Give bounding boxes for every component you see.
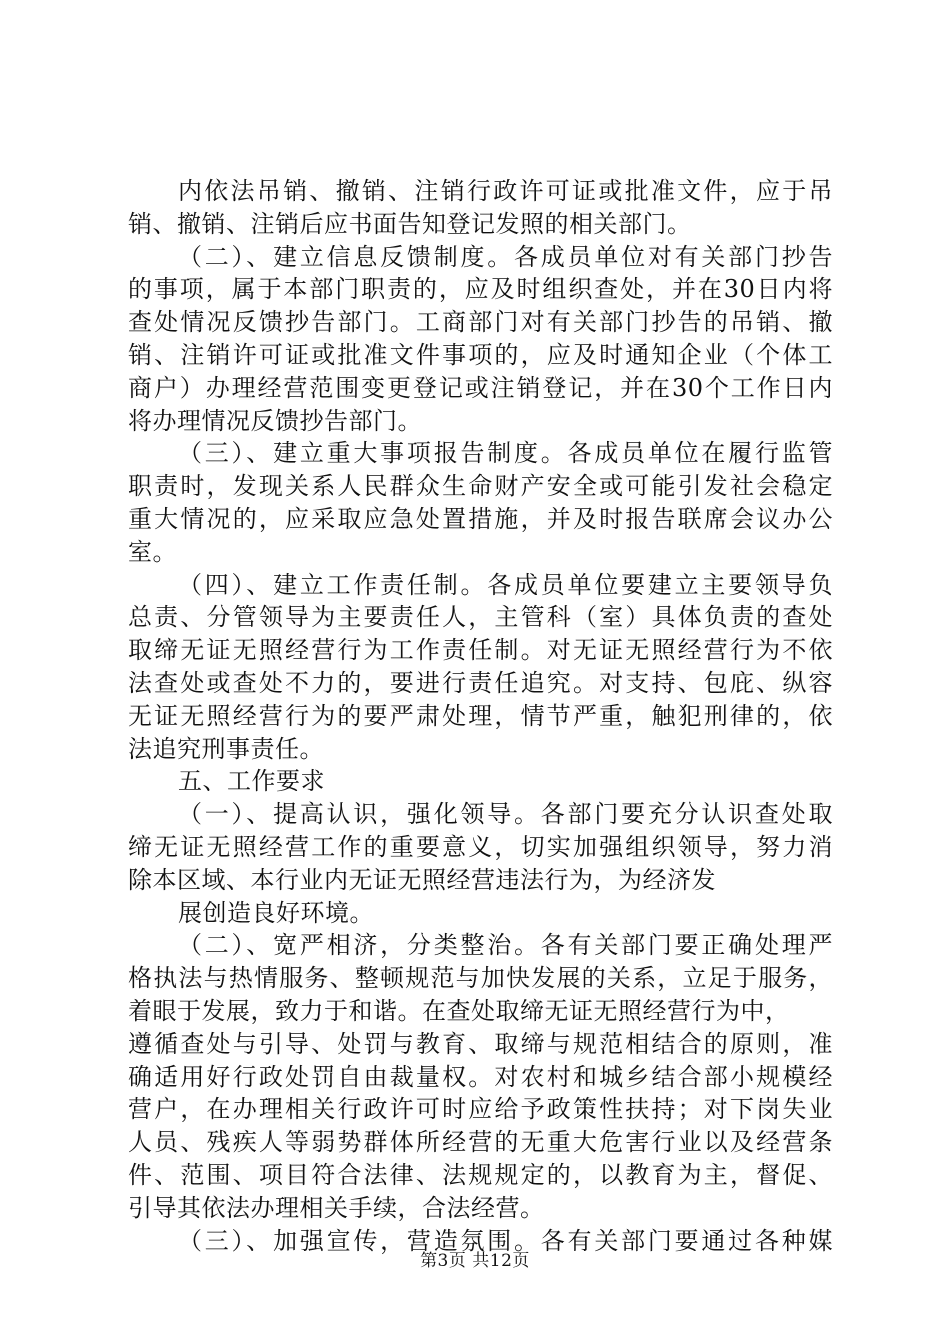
text-line: 人员、残疾人等弱势群体所经营的无重大危害行业以及经营条 — [128, 1128, 833, 1157]
text-line: 除本区域、本行业内无证无照经营违法行为，为经济发 — [128, 865, 716, 894]
text-line: 着眼于发展，致力于和谐。在查处取缔无证无照经营行为中， — [128, 996, 790, 1025]
text-line: （三）、建立重大事项报告制度。各成员单位在履行监管 — [178, 439, 833, 468]
text-line: 展创造良好环境。 — [178, 898, 374, 927]
text-line: 无证无照经营行为的要严肃处理，情节严重，触犯刑律的，依 — [128, 701, 833, 730]
text-line: 确适用好行政处罚自由裁量权。对农村和城乡结合部小规模经 — [128, 1062, 833, 1091]
text-line: （四）、建立工作责任制。各成员单位要建立主要领导负 — [178, 570, 833, 599]
text-line: （一）、提高认识，强化领导。各部门要充分认识查处取 — [178, 800, 833, 829]
text-line: 遵循查处与引导、处罚与教育、取缔与规范相结合的原则，准 — [128, 1029, 833, 1058]
text-line: 引导其依法办理相关手续，合法经营。 — [128, 1193, 545, 1222]
text-line: 职责时，发现关系人民群众生命财产安全或可能引发社会稳定 — [128, 472, 833, 501]
text-line: 查处情况反馈抄告部门。工商部门对有关部门抄告的吊销、撤 — [128, 308, 833, 337]
text-line: 商户）办理经营范围变更登记或注销登记，并在30个工作日内 — [128, 373, 833, 402]
text-line: 五、工作要求 — [178, 767, 325, 796]
text-line: 件、范围、项目符合法律、法规规定的，以教育为主，督促、 — [128, 1160, 833, 1189]
text-line: 室。 — [128, 537, 177, 566]
text-line: 内依法吊销、撤销、注销行政许可证或批准文件，应于吊 — [178, 177, 833, 205]
text-line: 销、撤销、注销后应书面告知登记发照的相关部门。 — [128, 209, 692, 238]
text-line: 重大情况的，应采取应急处置措施，并及时报告联席会议办公 — [128, 504, 833, 533]
text-line: 营户，在办理相关行政许可时应给予政策性扶持；对下岗失业 — [128, 1095, 833, 1124]
text-line: （二）、宽严相济，分类整治。各有关部门要正确处理严 — [178, 931, 833, 960]
text-line: 销、注销许可证或批准文件事项的，应及时通知企业（个体工 — [128, 340, 833, 369]
text-line: 缔无证无照经营工作的重要意义，切实加强组织领导，努力消 — [128, 832, 833, 861]
text-line: 取缔无证无照经营行为工作责任制。对无证无照经营行为不依 — [128, 636, 833, 665]
text-line: 格执法与热情服务、整顿规范与加快发展的关系，立足于服务， — [128, 964, 833, 993]
page-footer: 第3页 共12页 — [420, 1251, 530, 1271]
text-line: 总责、分管领导为主要责任人，主管科（室）具体负责的查处 — [128, 603, 833, 632]
text-line: （三）、加强宣传，营造氛围。各有关部门要通过各种媒 — [178, 1226, 833, 1255]
text-line: 法查处或查处不力的，要进行责任追究。对支持、包庇、纵容 — [128, 668, 833, 697]
document-body — [128, 175, 833, 1257]
text-line: 的事项，属于本部门职责的，应及时组织查处，并在30日内将 — [128, 275, 833, 304]
text-line: （二）、建立信息反馈制度。各成员单位对有关部门抄告 — [178, 242, 833, 271]
text-line: 将办理情况反馈抄告部门。 — [128, 406, 422, 435]
text-line: 法追究刑事责任。 — [128, 734, 324, 763]
